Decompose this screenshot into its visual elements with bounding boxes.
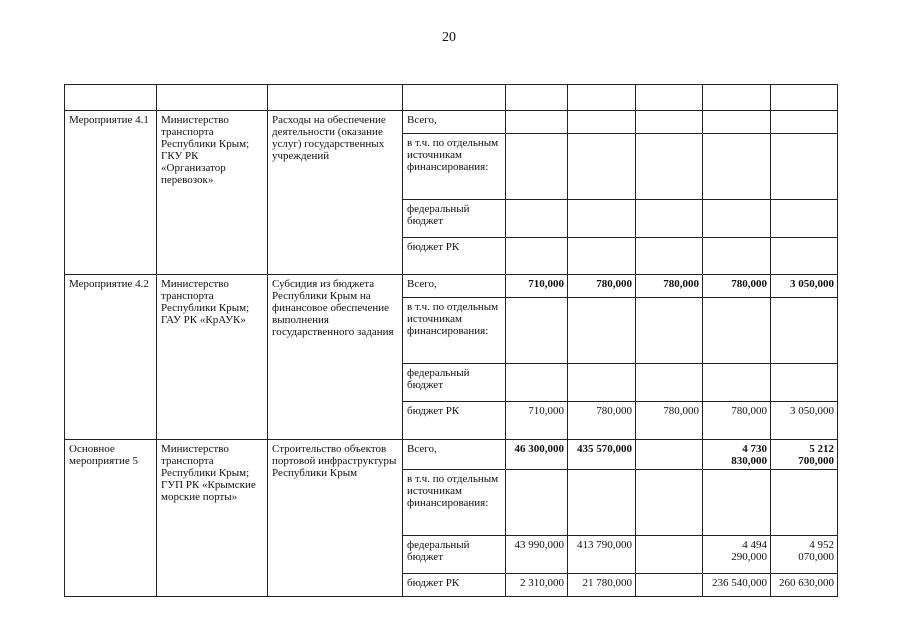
line-label: в т.ч. по отдельным источникам финансирования: <box>403 298 506 364</box>
page-number: 20 <box>442 30 456 45</box>
header-cell <box>636 85 703 111</box>
description-cell: Строительство объектов портовой инфраструктуры Республики Крым <box>268 440 403 597</box>
table-row <box>65 111 838 134</box>
measure-cell: Мероприятие 4.1 <box>65 111 157 275</box>
value-cell <box>636 111 703 134</box>
value-cell: 3 050,000 <box>771 402 838 440</box>
table-row <box>65 275 838 298</box>
value-cell: 710,000 <box>506 402 568 440</box>
line-label: в т.ч. по отдельным источникам финансирования: <box>403 470 506 536</box>
value-cell <box>506 200 568 238</box>
value-cell: 21 780,000 <box>568 574 636 597</box>
header-cell <box>568 85 636 111</box>
line-label: бюджет РК <box>403 402 506 440</box>
value-cell: 710,000 <box>506 275 568 298</box>
value-cell <box>636 470 703 536</box>
value-cell: 43 990,000 <box>506 536 568 574</box>
value-cell <box>568 134 636 200</box>
value-cell <box>506 470 568 536</box>
header-cell <box>403 85 506 111</box>
value-cell <box>703 298 771 364</box>
value-cell: 2 310,000 <box>506 574 568 597</box>
value-cell <box>568 470 636 536</box>
value-cell: 780,000 <box>636 275 703 298</box>
value-cell: 5 212 700,000 <box>771 440 838 470</box>
value-cell <box>636 440 703 470</box>
description-cell: Субсидия из бюджета Республики Крым на финансовое обеспечение выполнения государственного задания <box>268 275 403 440</box>
measure-cell: Мероприятие 4.2 <box>65 275 157 440</box>
value-cell <box>771 298 838 364</box>
value-cell: 780,000 <box>568 275 636 298</box>
value-cell <box>703 470 771 536</box>
value-cell <box>568 111 636 134</box>
value-cell: 260 630,000 <box>771 574 838 597</box>
header-cell <box>65 85 157 111</box>
table-row <box>65 440 838 470</box>
measure-cell: Основное мероприятие 5 <box>65 440 157 597</box>
header-cell <box>703 85 771 111</box>
value-cell <box>771 364 838 402</box>
value-cell <box>506 238 568 275</box>
value-cell <box>771 238 838 275</box>
value-cell: 236 540,000 <box>703 574 771 597</box>
header-cell <box>506 85 568 111</box>
value-cell <box>771 200 838 238</box>
value-cell <box>636 364 703 402</box>
value-cell: 3 050,000 <box>771 275 838 298</box>
value-cell <box>506 298 568 364</box>
value-cell <box>568 298 636 364</box>
value-cell <box>636 238 703 275</box>
line-label: федеральный бюджет <box>403 536 506 574</box>
line-label: федеральный бюджет <box>403 200 506 238</box>
value-cell <box>703 364 771 402</box>
executor-cell: Министерство транспорта Республики Крым; ГАУ РК «КрАУК» <box>157 275 268 440</box>
value-cell: 4 730 830,000 <box>703 440 771 470</box>
value-cell <box>703 238 771 275</box>
line-label: бюджет РК <box>403 238 506 275</box>
value-cell <box>568 200 636 238</box>
header-cell <box>157 85 268 111</box>
value-cell: 435 570,000 <box>568 440 636 470</box>
value-cell <box>636 574 703 597</box>
value-cell <box>636 200 703 238</box>
description-cell: Расходы на обеспечение деятельности (оказание услуг) государственных учреждений <box>268 111 403 275</box>
value-cell <box>771 134 838 200</box>
value-cell <box>636 298 703 364</box>
header-row <box>65 85 838 111</box>
line-label: федеральный бюджет <box>403 364 506 402</box>
value-cell: 4 494 290,000 <box>703 536 771 574</box>
line-label: в т.ч. по отдельным источникам финансирования: <box>403 134 506 200</box>
funding-table <box>64 84 838 597</box>
value-cell: 780,000 <box>703 275 771 298</box>
line-label: Всего, <box>403 440 506 470</box>
line-label: Всего, <box>403 111 506 134</box>
value-cell: 780,000 <box>568 402 636 440</box>
value-cell: 780,000 <box>636 402 703 440</box>
value-cell: 413 790,000 <box>568 536 636 574</box>
line-label: бюджет РК <box>403 574 506 597</box>
executor-cell: Министерство транспорта Республики Крым; ГУП РК «Крымские морские порты» <box>157 440 268 597</box>
value-cell: 780,000 <box>703 402 771 440</box>
value-cell: 46 300,000 <box>506 440 568 470</box>
value-cell <box>506 111 568 134</box>
value-cell <box>506 134 568 200</box>
value-cell <box>568 364 636 402</box>
executor-cell: Министерство транспорта Республики Крым; ГКУ РК «Организатор перевозок» <box>157 111 268 275</box>
value-cell <box>703 200 771 238</box>
header-cell <box>268 85 403 111</box>
value-cell <box>703 134 771 200</box>
value-cell <box>636 134 703 200</box>
value-cell <box>636 536 703 574</box>
value-cell <box>568 238 636 275</box>
header-cell <box>771 85 838 111</box>
value-cell <box>771 111 838 134</box>
value-cell <box>506 364 568 402</box>
value-cell <box>771 470 838 536</box>
line-label: Всего, <box>403 275 506 298</box>
value-cell: 4 952 070,000 <box>771 536 838 574</box>
value-cell <box>703 111 771 134</box>
